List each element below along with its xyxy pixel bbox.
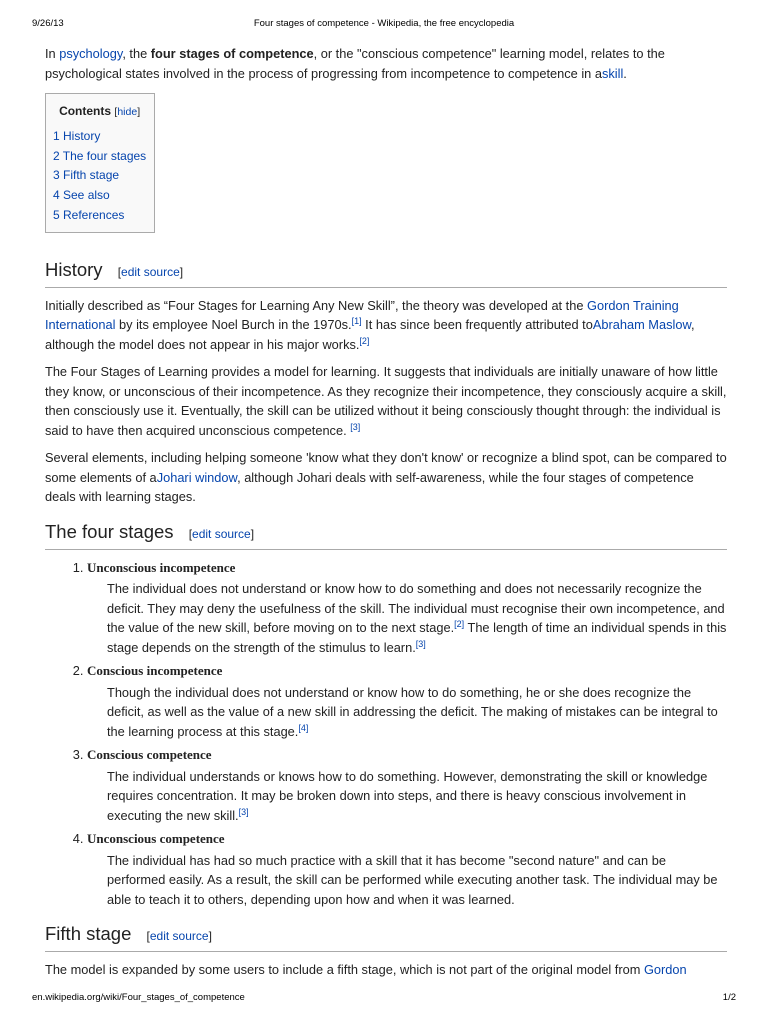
print-url: en.wikipedia.org/wiki/Four_stages_of_competence [32, 992, 245, 1003]
stages-list [45, 558, 727, 910]
print-date: 9/26/13 [32, 18, 64, 29]
stage-item [87, 558, 727, 658]
toc-item-see-also[interactable]: 4 See also [53, 188, 110, 203]
stage-description: The individual has had so much practice with a skill that it has become "second nature" and can be performed easily. As a result, the skill can be performed while executing another task. The individual may be able to teach it to others, depending upon how and when it was learned. [107, 852, 718, 907]
print-page-title: Four stages of competence - Wikipedia, the free encyclopedia [253, 18, 515, 29]
print-footer [32, 992, 736, 1006]
link-gordon[interactable]: Gordon [643, 962, 687, 978]
ref-3[interactable]: [3] [238, 806, 249, 817]
link-skill[interactable]: skill [601, 65, 624, 81]
link-abraham-maslow[interactable]: Abraham Maslow [592, 317, 691, 333]
heading-history: History [edit source] [45, 259, 727, 288]
ref-1[interactable]: [1] [351, 316, 362, 327]
toc-item-references[interactable]: 5 References [53, 207, 125, 222]
ref-3[interactable]: [3] [415, 638, 426, 649]
toc-title: Contents [hide] [59, 104, 141, 118]
stage-description: The individual does not understand or know how to do something and does not necessarily recognize the deficit. They may deny the usefulness of the skill. The individual must recognise their own incompetence, and the value of the new skill, before moving on to the next stage.[2] The length of time an individual spends in this stage depends on the strength of the stimulus to learn.[3] [107, 581, 727, 655]
ref-2[interactable]: [2] [454, 619, 465, 630]
edit-source-history[interactable]: edit source [121, 264, 180, 279]
fifth-stage-paragraph: The model is expanded by some users to include a fifth stage, which is not part of the original model from Gordon [45, 962, 687, 978]
table-of-contents [45, 93, 155, 233]
link-gordon-training[interactable]: Gordon Training International [45, 297, 679, 333]
article-content [45, 44, 727, 988]
toc-list [53, 127, 146, 226]
heading-fifth-stage: Fifth stage [edit source] [45, 923, 727, 952]
ref-3[interactable]: [3] [350, 421, 361, 432]
ref-4[interactable]: [4] [298, 722, 309, 733]
link-johari-window[interactable]: Johari window [156, 469, 238, 485]
stage-item [87, 661, 727, 741]
history-paragraph-1: Initially described as “Four Stages for Learning Any New Skill”, the theory was developed at the Gordon Training International by its employee Noel Burch in the 1970s.[1] It has since been frequently attributed toAbraham Maslow, although the model does not appear in his major works.[2] [45, 297, 695, 352]
history-paragraph-2: The Four Stages of Learning provides a model for learning. It suggests that individuals are initially unaware of how little they know, or unconscious of their incompetence. As they recognize their incompetence, they consciously acquire a skill, then consciously use it. Eventually, the skill can be utilized without it being consciously thought through: the individual is said to have then acquired unconscious competence. [3] [45, 364, 727, 438]
heading-four-stages: The four stages [edit source] [45, 521, 727, 550]
toc-item-fifth-stage[interactable]: 3 Fifth stage [53, 168, 120, 183]
toc-item-history[interactable]: 1 History [53, 128, 101, 143]
bold-term: four stages of competence [150, 46, 314, 61]
stage-description: Though the individual does not understand or know how to do something, he or she does recognize the deficit, as well as the value of a new skill in addressing the deficit. The making of mistakes can be integral to the learning process at this stage.[4] [107, 684, 718, 739]
stage-name: 2. Conscious incompetence [87, 663, 223, 679]
stage-item [87, 829, 727, 909]
edit-source-fifth-stage[interactable]: edit source [149, 929, 209, 944]
edit-source-four-stages[interactable]: edit source [192, 526, 251, 541]
stage-name: 3. Conscious competence [87, 747, 212, 763]
toc-item-four-stages[interactable]: 2 The four stages [53, 148, 147, 163]
history-paragraph-3: Several elements, including helping someone 'know what they don't know' or recognize a blind spot, can be compared to some elements of aJohari window, although Johari deals with self-awareness, while the four stages of competence deals with learning stages. [45, 450, 727, 505]
stage-name: 4. Unconscious competence [87, 831, 225, 847]
intro-paragraph: In psychology, the four stages of competence, or the "conscious competence" learning model, relates to the psychological states involved in the process of progressing from incompetence to competence in askill. [45, 46, 665, 81]
stage-item [87, 745, 727, 825]
stage-description: The individual understands or knows how to do something. However, demonstrating the skill or knowledge requires concentration. It may be broken down into steps, and there is heavy conscious involvement in executing the new skill.[3] [107, 768, 708, 823]
stage-name: 1. Unconscious incompetence [87, 559, 236, 575]
print-header [32, 18, 736, 32]
toc-hide-toggle[interactable]: hide [117, 106, 138, 118]
ref-2[interactable]: [2] [359, 335, 370, 346]
print-page-number: 1/2 [722, 992, 736, 1003]
link-psychology[interactable]: psychology [59, 46, 123, 61]
